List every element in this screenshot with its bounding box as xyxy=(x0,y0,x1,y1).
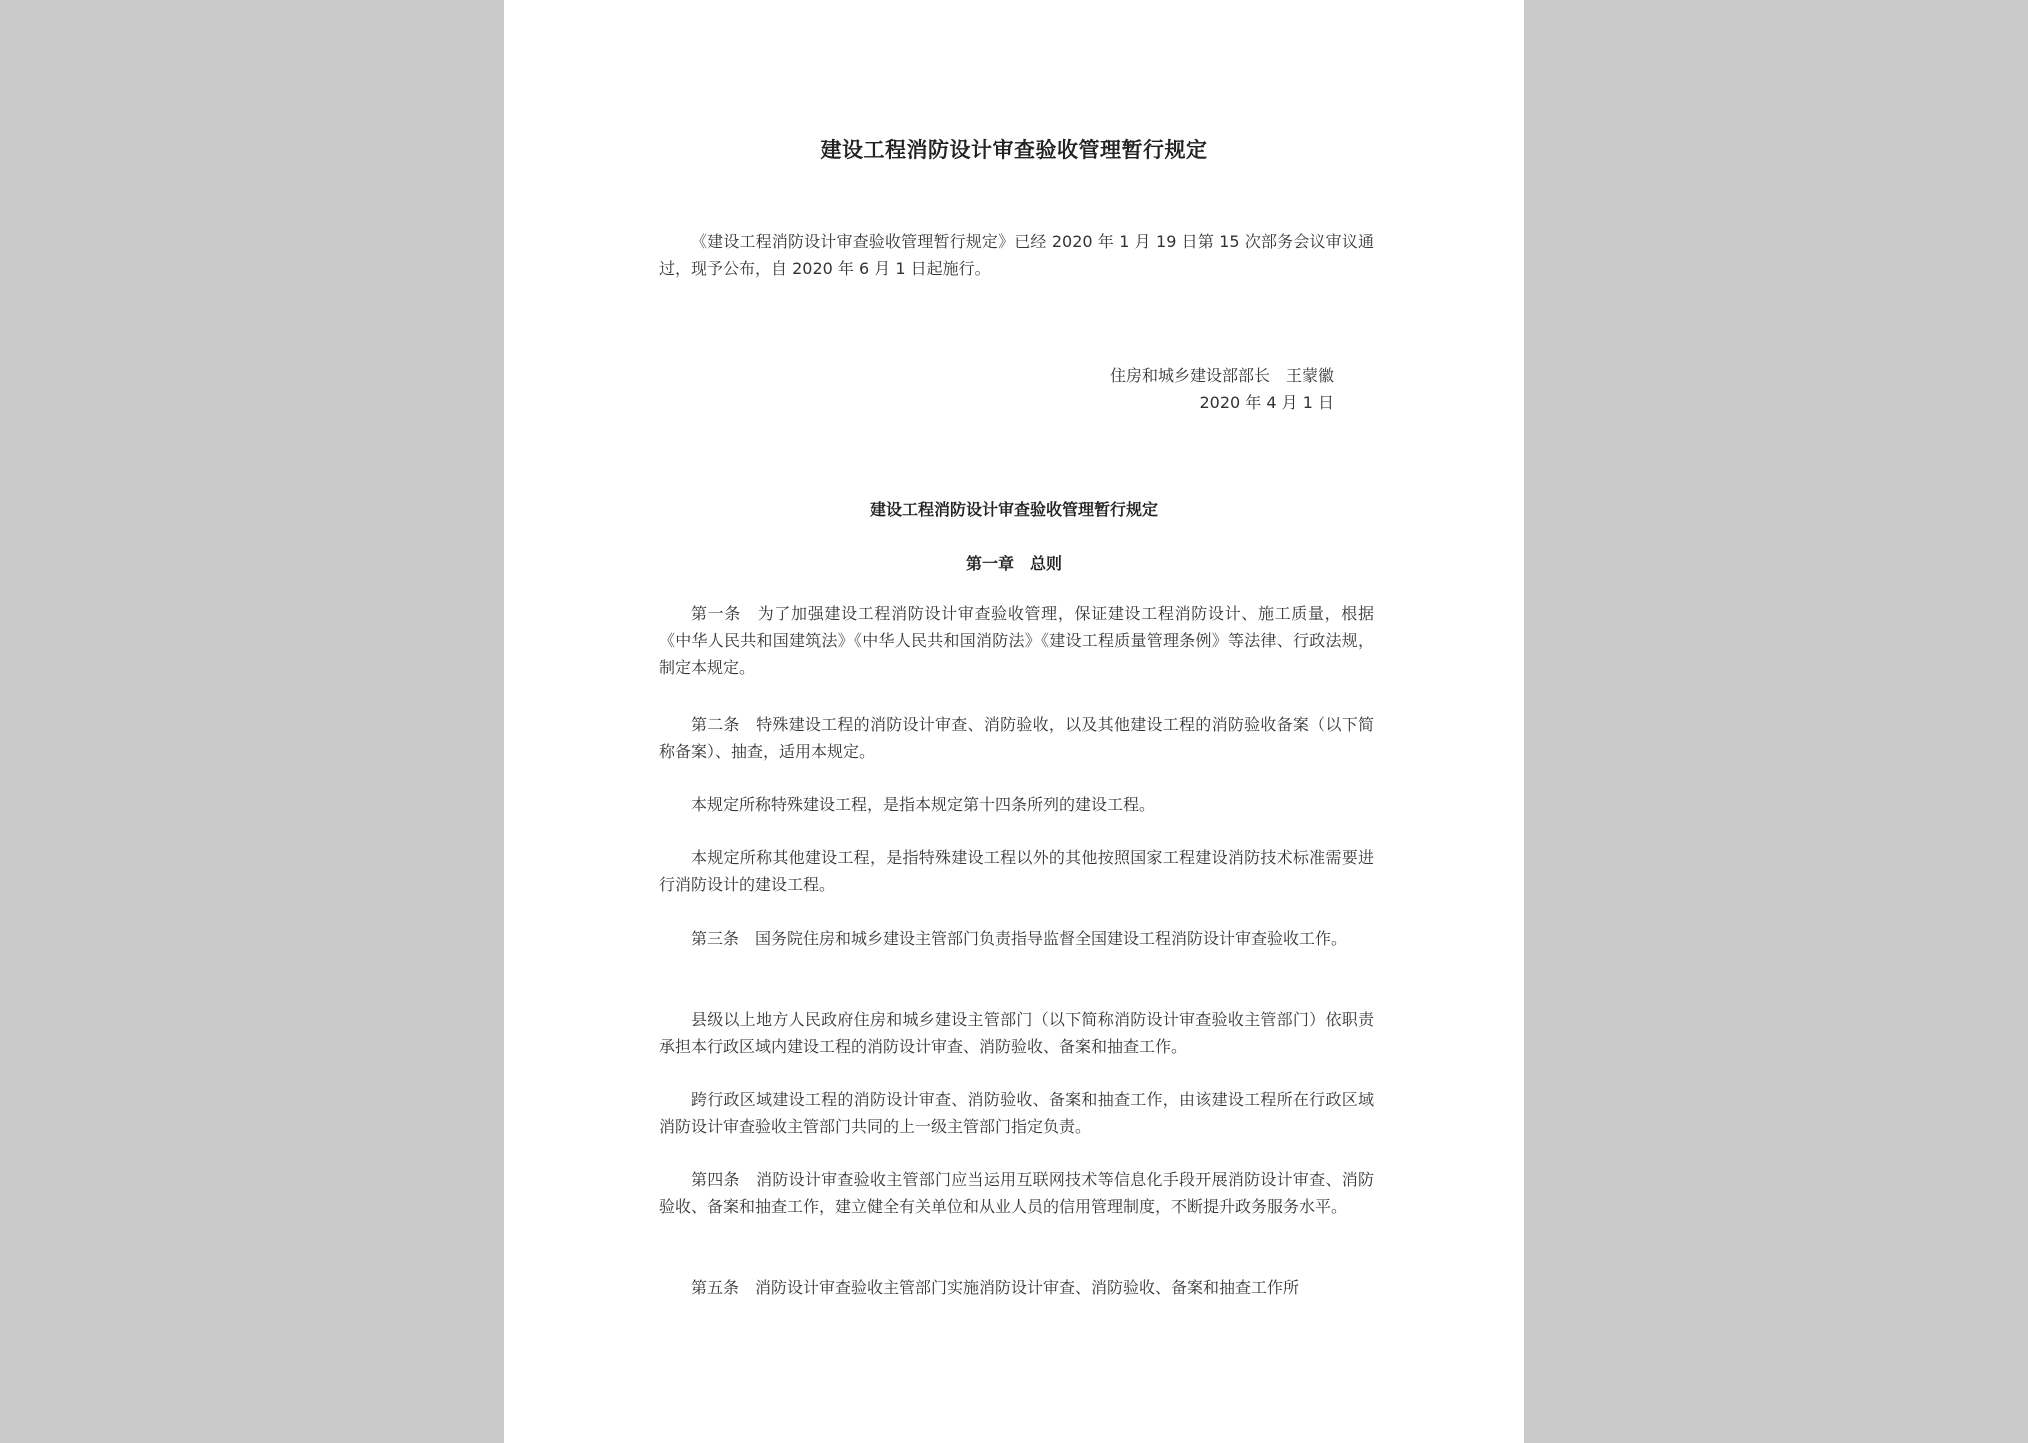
signature-block xyxy=(1110,362,1334,416)
chapter-heading: 第一章 总则 xyxy=(965,554,1062,573)
intro-block xyxy=(659,228,1374,282)
article-5 xyxy=(659,1274,1374,1301)
article-3 xyxy=(659,925,1374,952)
paragraph: 第五条 消防设计审查验收主管部门实施消防设计审查、消防验收、备案和抽查工作所 xyxy=(691,1278,1300,1297)
paragraph: 第一条 为了加强建设工程消防设计审查验收管理，保证建设工程消防设计、施工质量，根据《中华人民共和国建筑法》《中华人民共和国消防法》《建设工程质量管理条例》等法律、行政法规，制定本规定。 xyxy=(659,604,1374,677)
document-title: 建设工程消防设计审查验收管理暂行规定 xyxy=(820,138,1208,162)
article-4 xyxy=(659,1166,1374,1220)
paragraph: 第二条 特殊建设工程的消防设计审查、消防验收，以及其他建设工程的消防验收备案（以下简称备案）、抽查，适用本规定。 xyxy=(659,715,1374,761)
paragraph: 跨行政区域建设工程的消防设计审查、消防验收、备案和抽查工作，由该建设工程所在行政区域消防设计审查验收主管部门共同的上一级主管部门指定负责。 xyxy=(659,1090,1374,1136)
paragraph: 县级以上地方人民政府住房和城乡建设主管部门（以下简称消防设计审查验收主管部门）依职责承担本行政区域内建设工程的消防设计审查、消防验收、备案和抽查工作。 xyxy=(659,1010,1374,1056)
signer: 住房和城乡建设部部长 王蒙徽 xyxy=(1109,366,1334,385)
sign-date: 2020 年 4 月 1 日 xyxy=(1199,393,1334,412)
paragraph: 本规定所称其他建设工程，是指特殊建设工程以外的其他按照国家工程建设消防技术标准需要进行消防设计的建设工程。 xyxy=(659,848,1374,894)
article-2 xyxy=(659,711,1374,765)
article-3-para-2 xyxy=(659,1006,1374,1060)
intro-paragraph: 《建设工程消防设计审查验收管理暂行规定》已经 2020 年 1 月 19 日第 15 次部务会议审议通过，现予公布，自 2020 年 6 月 1 日起施行。 xyxy=(659,232,1374,278)
document-page xyxy=(504,0,1524,1443)
paragraph: 本规定所称特殊建设工程，是指本规定第十四条所列的建设工程。 xyxy=(691,795,1156,814)
article-2-para-2 xyxy=(659,791,1374,818)
regulation-subtitle: 建设工程消防设计审查验收管理暂行规定 xyxy=(869,500,1158,519)
paragraph: 第三条 国务院住房和城乡建设主管部门负责指导监督全国建设工程消防设计审查验收工作。 xyxy=(691,929,1348,948)
article-1 xyxy=(659,600,1374,681)
paragraph: 第四条 消防设计审查验收主管部门应当运用互联网技术等信息化手段开展消防设计审查、消防验收、备案和抽查工作，建立健全有关单位和从业人员的信用管理制度，不断提升政务服务水平。 xyxy=(659,1170,1374,1216)
article-3-para-3 xyxy=(659,1086,1374,1140)
article-2-para-3 xyxy=(659,844,1374,898)
